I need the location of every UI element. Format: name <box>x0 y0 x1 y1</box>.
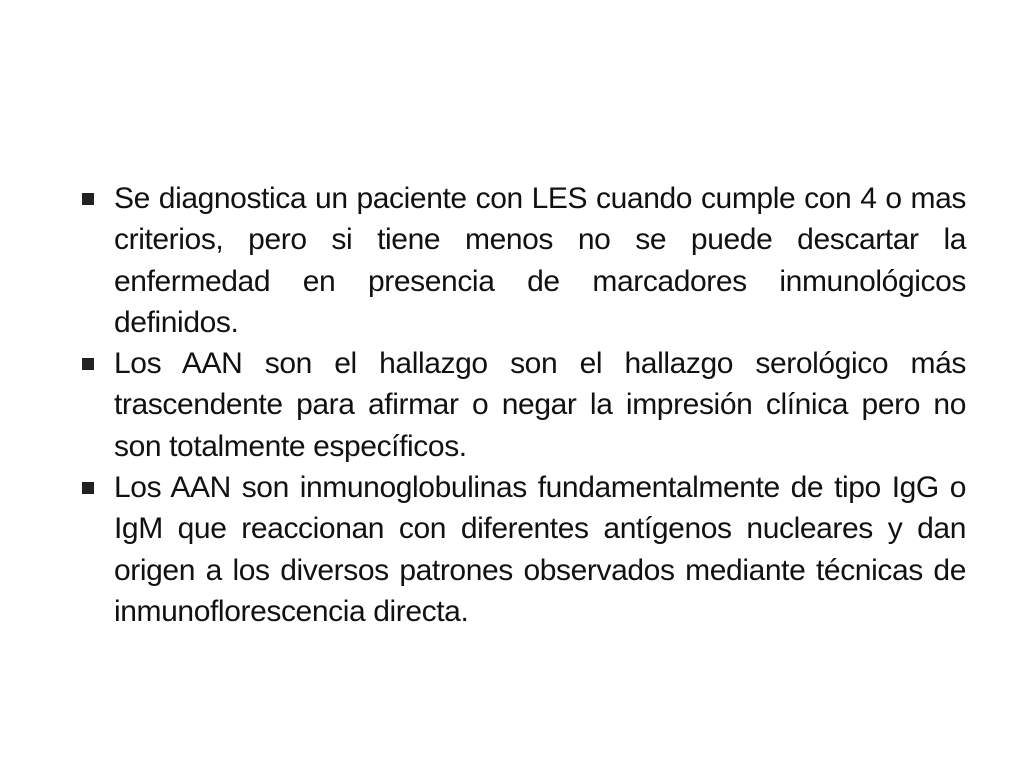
bullet-text: Se diagnostica un paciente con LES cuando cumple con 4 o mas criterios, pero si tiene menos no se puede descartar la enfermedad en presencia de marcadores inmunológicos definidos. <box>114 182 966 339</box>
bullet-text: Los AAN son el hallazgo son el hallazgo serológico más trascendente para afirmar o negar la impresión clínica pero no son totalmente específicos. <box>114 347 966 463</box>
square-bullet-icon <box>78 467 114 509</box>
bullet-item <box>78 343 966 467</box>
square-bullet-icon <box>78 178 114 220</box>
bullet-list <box>78 178 966 632</box>
bullet-item <box>78 467 966 632</box>
square-bullet-icon <box>78 343 114 385</box>
bullet-item <box>78 178 966 343</box>
bullet-text: Los AAN son inmunoglobulinas fundamentalmente de tipo IgG o IgM que reaccionan con diferentes antígenos nucleares y dan origen a los diversos patrones observados mediante técnicas de inmunoflorescencia directa. <box>114 471 966 628</box>
